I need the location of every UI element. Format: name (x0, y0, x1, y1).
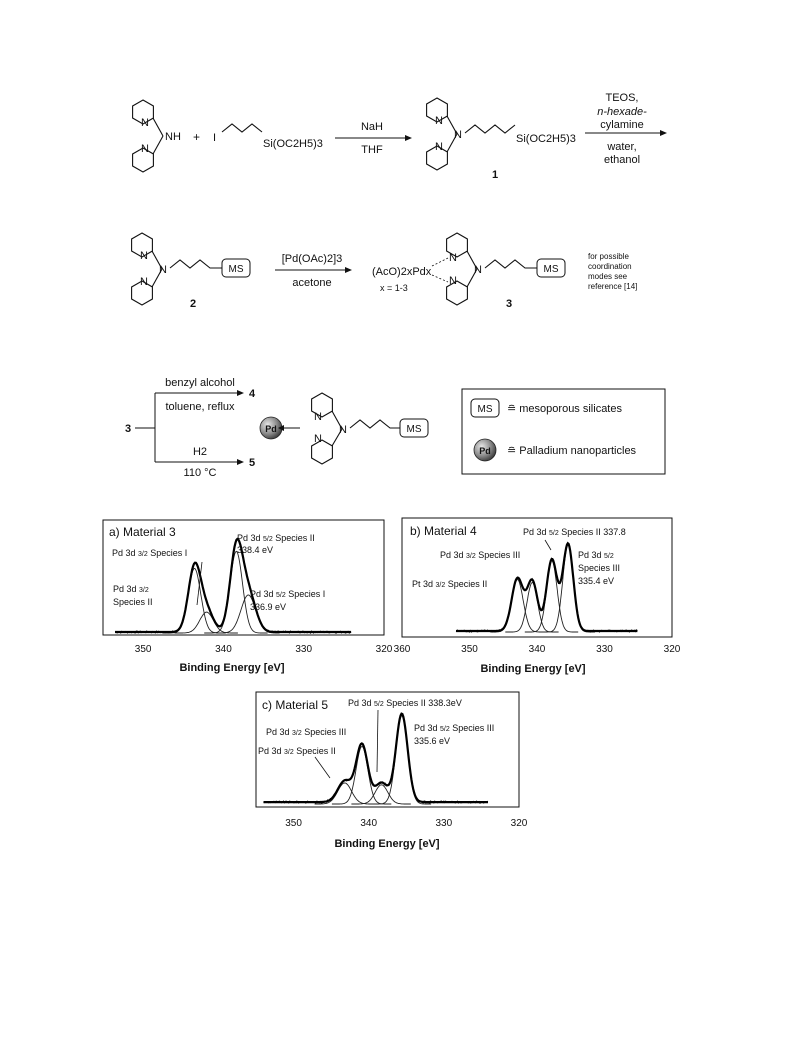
compound-3-structure (372, 233, 565, 310)
amine-n-label: N (159, 264, 167, 276)
legend-pd-text: ≘ Palladium nanoparticles (507, 445, 637, 457)
chart-a-annot-1: Pd 3d 5/2 Species II (237, 533, 315, 543)
svg-text:N: N (474, 264, 482, 276)
scheme-legend (462, 389, 665, 474)
plus-sign: + (193, 130, 201, 144)
ms-box-label-3: MS (543, 264, 559, 275)
chart-a-annot-1b: 338.4 eV (237, 545, 274, 555)
compound-1-label: 1 (492, 169, 499, 181)
chart-b-title: b) Material 4 (410, 524, 477, 538)
route-top-label-1: benzyl alcohol (165, 377, 235, 389)
compound-1-structure (427, 98, 576, 181)
chart-b-ticks (394, 644, 681, 655)
arrow2-label-2: n-hexade- (597, 106, 647, 118)
legend-pd-label: Pd (479, 446, 491, 456)
svg-text:N: N (449, 252, 457, 264)
svg-text:N: N (314, 411, 322, 423)
svg-text:N: N (314, 433, 322, 445)
iodopropyl-silane (213, 124, 323, 150)
note-line-2: coordination (588, 262, 632, 271)
arrow2-label-3: cylamine (600, 119, 644, 131)
legend-ms-box-label: MS (477, 404, 493, 415)
x-range-label: x = 1-3 (380, 283, 408, 293)
scheme-row-3 (125, 377, 665, 479)
svg-text:N: N (141, 117, 149, 129)
chart-c-xlabel: Binding Energy [eV] (334, 838, 440, 850)
chart-b-annot-3c: 335.4 eV (578, 576, 615, 586)
svg-text:N: N (140, 250, 148, 262)
chart-a-annot-3: Pd 3d 3/2 (113, 584, 149, 594)
arrow3-top-label: [Pd(OAc)2]3 (281, 253, 343, 265)
x-tick-label: 330 (596, 644, 613, 655)
ms-box-label-4: MS (406, 424, 422, 435)
x-tick-label: 350 (285, 818, 302, 829)
note-line-4: reference [14] (588, 282, 638, 291)
scheme-row-2 (132, 233, 638, 310)
arrow2-label-1: TEOS, (605, 92, 639, 104)
svg-text:N: N (449, 275, 457, 287)
arrow2-label-5: ethanol (603, 154, 641, 166)
svg-text:N: N (435, 141, 443, 153)
reaction-arrow-2 (585, 92, 667, 166)
chart-c-annot-3: Pd 3d 3/2 Species II (258, 746, 336, 756)
product-silane-label: Si(OC2H5)3 (516, 133, 576, 145)
chart-a (103, 520, 393, 674)
reaction-arrow-1 (335, 121, 412, 156)
silane-label: Si(OC2H5)3 (263, 138, 323, 150)
x-tick-label: 340 (215, 644, 232, 655)
arrow1-top-label: NaH (360, 121, 384, 133)
pd-nanoparticle-structure (260, 393, 428, 464)
route-bottom-label-2: 110 °C (183, 467, 217, 479)
arrow1-bottom-label: THF (361, 144, 383, 156)
x-tick-label: 320 (375, 644, 393, 655)
route-bottom-label-1: H2 (192, 446, 208, 458)
chart-b-xlabel: Binding Energy [eV] (480, 663, 586, 675)
svg-text:N: N (435, 115, 443, 127)
chart-a-annot-4: Pd 3d 5/2 Species I (250, 589, 326, 599)
nh-label: NH (165, 131, 181, 143)
chart-b-annot-3b: Species III (578, 563, 621, 573)
x-tick-label: 330 (435, 818, 453, 829)
iodo-label: I (213, 132, 217, 144)
chart-c-title: c) Material 5 (262, 698, 329, 712)
compound-2-label: 2 (190, 298, 197, 310)
chart-c-annot-4b: 335.6 eV (414, 736, 451, 746)
route-top-label-2: toluene, reflux (165, 401, 235, 413)
svg-text:N: N (140, 276, 148, 288)
x-tick-label: 320 (510, 818, 528, 829)
chart-c-annot-4: Pd 3d 5/2 Species III (414, 723, 495, 733)
chart-c (256, 692, 528, 850)
chart-b-annot-2: Pd 3d 3/2 Species III (440, 550, 521, 560)
chart-b (394, 518, 681, 675)
pd-complex-label: (AcO)2xPdx (372, 266, 432, 278)
svg-text:N: N (141, 143, 149, 155)
x-tick-label: 350 (461, 644, 478, 655)
note-line-3: modes see (588, 272, 628, 281)
chart-a-ticks (135, 644, 393, 655)
start-compound-3: 3 (125, 423, 132, 435)
chart-a-annot-3b: Species II (113, 597, 153, 607)
chart-b-annot-3: Pd 3d 5/2 (578, 550, 614, 560)
compound-3-label: 3 (506, 298, 513, 310)
chart-a-title: a) Material 3 (109, 525, 176, 539)
svg-text:N: N (339, 424, 347, 436)
arrow2-label-4: water, (607, 141, 637, 153)
chart-c-annot-1: Pd 3d 5/2 Species II 338.3eV (348, 698, 462, 708)
x-tick-label: 350 (134, 644, 152, 655)
ms-box-label-2: MS (228, 264, 244, 275)
dipyridylamine-structure (133, 100, 181, 172)
pd-particle-label: Pd (265, 424, 277, 434)
chart-a-xlabel: Binding Energy [eV] (179, 662, 285, 674)
chart-c-ticks (285, 818, 528, 829)
arrow3-bottom-label: acetone (292, 277, 332, 289)
chart-c-annot-2: Pd 3d 3/2 Species III (266, 727, 347, 737)
coordination-note (588, 252, 637, 291)
product-4-label: 4 (249, 388, 256, 400)
note-line-1: for possible (588, 252, 629, 261)
legend-ms-text: ≘ mesoporous silicates (507, 403, 622, 415)
x-tick-label: 330 (295, 644, 313, 655)
chart-b-annot-4: Pt 3d 3/2 Species II (412, 579, 488, 589)
chart-a-annot-4b: 336.9 eV (250, 602, 287, 612)
x-tick-label: 360 (393, 644, 411, 655)
chart-a-annot-2: Pd 3d 3/2 Species I (112, 548, 188, 558)
product-5-label: 5 (249, 457, 256, 469)
compound-2-structure (132, 233, 250, 310)
scheme-row-1 (133, 92, 667, 181)
chart-b-annot-1: Pd 3d 5/2 Species II 337.8 (523, 527, 626, 537)
x-tick-label: 320 (663, 644, 681, 655)
x-tick-label: 340 (360, 818, 378, 829)
reaction-arrow-3 (275, 253, 352, 289)
svg-text:N: N (454, 129, 462, 141)
x-tick-label: 340 (528, 644, 546, 655)
